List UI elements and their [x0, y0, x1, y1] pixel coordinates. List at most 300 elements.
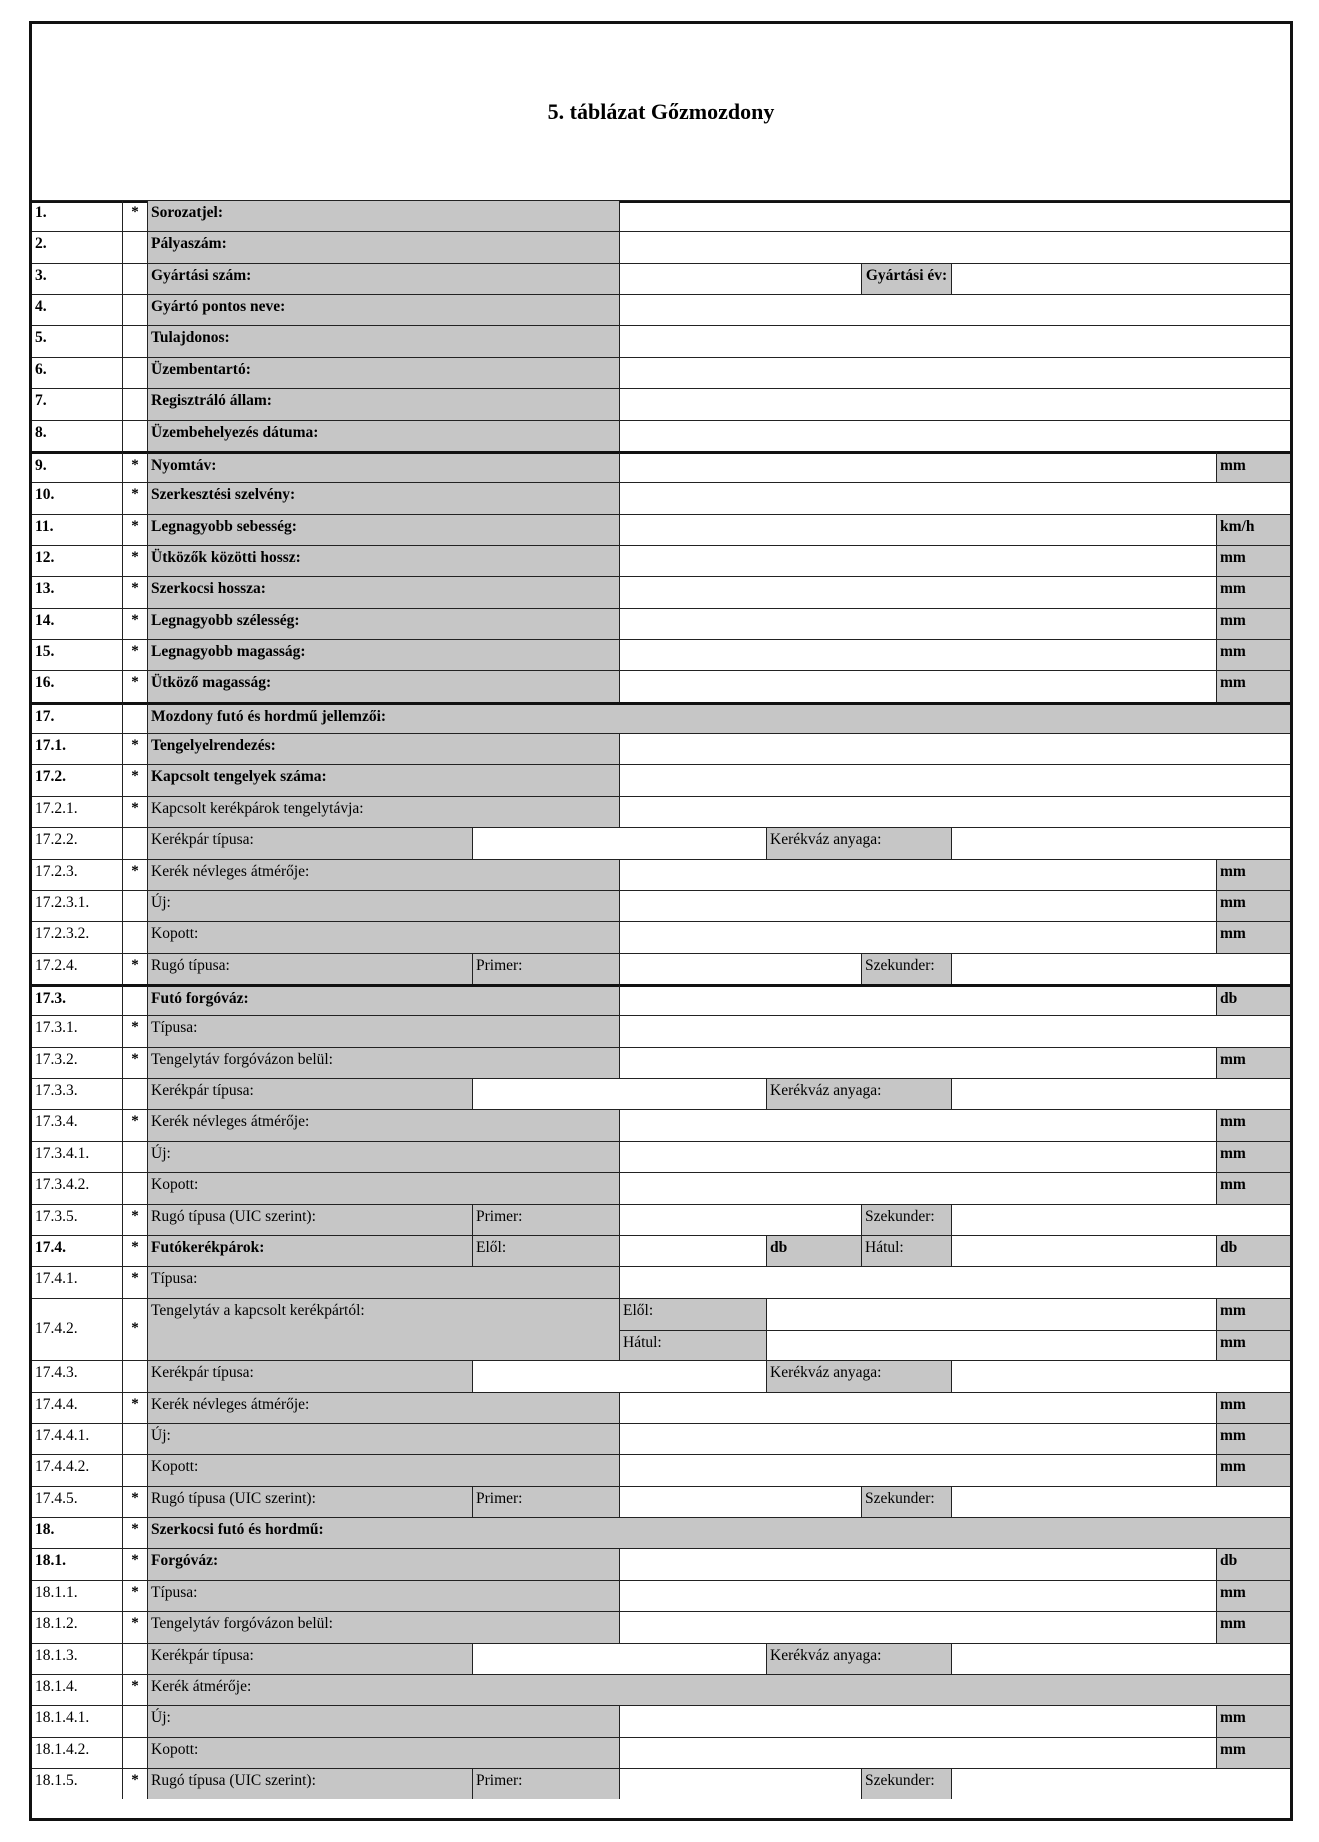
required-marker: *: [122, 1109, 147, 1140]
table-row: [32, 1737, 1290, 1768]
table-row: [32, 670, 1290, 701]
required-marker: *: [122, 1235, 147, 1266]
field-label: Nyomtáv:: [147, 451, 619, 482]
field-value[interactable]: [619, 1611, 1216, 1642]
unit-label: mm: [1216, 1172, 1290, 1203]
table-row: [32, 1486, 1290, 1517]
table-row: [32, 1705, 1290, 1736]
required-marker: *: [122, 576, 147, 607]
sub-values: [766, 1298, 1216, 1361]
row-number: 10.: [32, 482, 122, 513]
field-label: Rugó típusa:: [147, 953, 472, 984]
field-label: Kerékpár típusa:: [147, 827, 472, 858]
required-marker: [122, 1172, 147, 1203]
secondary-value[interactable]: [951, 1204, 1290, 1235]
row-number: 17.3.2.: [32, 1047, 122, 1078]
table-row: [32, 1204, 1290, 1235]
field-value[interactable]: [619, 1266, 1290, 1297]
field-label: Forgóváz:: [147, 1548, 619, 1579]
required-marker: *: [122, 733, 147, 764]
field-label: Szerkocsi hossza:: [147, 576, 619, 607]
field-label: Legnagyobb szélesség:: [147, 608, 619, 639]
unit-label: mm: [1216, 451, 1290, 482]
table-row: [32, 1580, 1290, 1611]
field-value[interactable]: [619, 1141, 1216, 1172]
row-number: 6.: [32, 357, 122, 388]
row-number: 4.: [32, 294, 122, 325]
field-value[interactable]: [619, 859, 1216, 890]
required-marker: [122, 1423, 147, 1454]
unit-label: mm: [1216, 1423, 1290, 1454]
row-number: 17.2.1.: [32, 796, 122, 827]
table-row: [32, 1047, 1290, 1078]
field-label: Gyártási szám:: [147, 263, 619, 294]
secondary-value[interactable]: [951, 1768, 1290, 1799]
field-value[interactable]: [619, 1392, 1216, 1423]
required-marker: *: [122, 1015, 147, 1046]
primary-label: Primer:: [472, 953, 619, 984]
material-label: Kerékváz anyaga:: [766, 1078, 951, 1109]
field-value[interactable]: [619, 1109, 1216, 1140]
field-label: Kopott:: [147, 1172, 619, 1203]
field-value[interactable]: [619, 1548, 1216, 1579]
required-marker: [122, 1454, 147, 1485]
required-marker: *: [122, 1580, 147, 1611]
field-value[interactable]: [619, 451, 1216, 482]
required-marker: [122, 357, 147, 388]
field-label: Típusa:: [147, 1580, 619, 1611]
row-number: 15.: [32, 639, 122, 670]
row-number: 17.1.: [32, 733, 122, 764]
table-row: [32, 1517, 1290, 1548]
row-number: 17.2.3.: [32, 859, 122, 890]
row-number: 17.4.2.: [32, 1298, 122, 1361]
required-marker: [122, 1078, 147, 1109]
required-marker: *: [122, 796, 147, 827]
required-marker: [122, 890, 147, 921]
table-row: [32, 1235, 1290, 1266]
unit-label: mm: [1216, 1705, 1290, 1736]
field-value[interactable]: [619, 576, 1216, 607]
field-value[interactable]: [619, 608, 1216, 639]
required-marker: *: [122, 1674, 147, 1705]
required-marker: *: [122, 859, 147, 890]
table-row: [32, 1768, 1290, 1799]
unit-label: mm: [1216, 545, 1290, 576]
field-label: Gyártó pontos neve:: [147, 294, 619, 325]
material-label: Kerékváz anyaga:: [766, 1643, 951, 1674]
field-value[interactable]: [619, 1454, 1216, 1485]
required-marker: *: [122, 1266, 147, 1297]
table-row: [32, 420, 1290, 451]
field-label: Kerékpár típusa:: [147, 1643, 472, 1674]
required-marker: *: [122, 1517, 147, 1548]
field-label: Legnagyobb magasság:: [147, 639, 619, 670]
table-row: [32, 545, 1290, 576]
field-value[interactable]: [619, 1423, 1216, 1454]
table-row: [32, 702, 1290, 733]
unit-label: mm: [1216, 1141, 1290, 1172]
table-title-box: [32, 24, 1290, 203]
field-value[interactable]: [619, 357, 1290, 388]
required-marker: [122, 231, 147, 262]
field-label: Ütköző magasság:: [147, 670, 619, 701]
row-number: 18.1.1.: [32, 1580, 122, 1611]
field-value[interactable]: [619, 263, 861, 294]
required-marker: [122, 702, 147, 733]
field-label: Kapcsolt kerékpárok tengelytávja:: [147, 796, 619, 827]
required-marker: [122, 1643, 147, 1674]
unit-label: mm: [1216, 1454, 1290, 1485]
row-number: 17.: [32, 702, 122, 733]
row-number: 18.1.2.: [32, 1611, 122, 1642]
primary-value[interactable]: [619, 953, 861, 984]
field-value[interactable]: [619, 325, 1290, 356]
material-value[interactable]: [951, 827, 1290, 858]
row-number: 17.2.2.: [32, 827, 122, 858]
row-number: 17.2.3.2.: [32, 921, 122, 952]
row-number: 13.: [32, 576, 122, 607]
front-label: Elől:: [472, 1235, 619, 1266]
required-marker: [122, 827, 147, 858]
row-number: 18.1.5.: [32, 1768, 122, 1799]
field-value[interactable]: [619, 514, 1216, 545]
table-row: [32, 953, 1290, 984]
field-value[interactable]: [619, 1737, 1216, 1768]
table-row: [32, 608, 1290, 639]
table-row: [32, 451, 1290, 482]
unit-label: mm: [1216, 921, 1290, 952]
table-row: [32, 1109, 1290, 1140]
back-value[interactable]: [767, 1330, 1216, 1360]
front-unit: db: [766, 1235, 861, 1266]
row-number: 17.2.4.: [32, 953, 122, 984]
table-row: [32, 733, 1290, 764]
table-row: [32, 1078, 1290, 1109]
primary-label: Primer:: [472, 1768, 619, 1799]
required-marker: *: [122, 670, 147, 701]
row-number: 17.2.3.1.: [32, 890, 122, 921]
table-row: [32, 921, 1290, 952]
unit-label: db: [1216, 1548, 1290, 1579]
field-value[interactable]: [619, 1172, 1216, 1203]
table-row: [32, 514, 1290, 545]
table-row: [32, 764, 1290, 795]
required-marker: *: [122, 608, 147, 639]
field-label: Tulajdonos:: [147, 325, 619, 356]
row-number: 9.: [32, 451, 122, 482]
table-row: [32, 263, 1290, 294]
row-number: 5.: [32, 325, 122, 356]
field-value[interactable]: [619, 733, 1290, 764]
field-value[interactable]: [619, 1015, 1290, 1046]
wheel-type-value[interactable]: [472, 827, 766, 858]
required-marker: *: [122, 764, 147, 795]
field-label: Kapcsolt tengelyek száma:: [147, 764, 619, 795]
field-value[interactable]: [619, 890, 1216, 921]
field-label: Futó forgóváz:: [147, 984, 619, 1015]
row-number: 8.: [32, 420, 122, 451]
row-number: 17.4.4.1.: [32, 1423, 122, 1454]
row-number: 17.4.5.: [32, 1486, 122, 1517]
field-label: Tengelytáv forgóvázon belül:: [147, 1047, 619, 1078]
required-marker: *: [122, 1548, 147, 1579]
back-label: Hátul:: [620, 1330, 766, 1360]
sub-units: [1216, 1298, 1290, 1361]
row-number: 18.1.4.: [32, 1674, 122, 1705]
row-number: 1.: [32, 200, 122, 231]
unit-label: mm: [1216, 670, 1290, 701]
required-marker: *: [122, 1298, 147, 1361]
unit-label: mm: [1216, 1392, 1290, 1423]
row-number: 17.3.4.1.: [32, 1141, 122, 1172]
required-marker: [122, 1141, 147, 1172]
back-unit: db: [1216, 1235, 1290, 1266]
secondary-value[interactable]: [951, 1486, 1290, 1517]
table-row: [32, 1643, 1290, 1674]
field-label: Típusa:: [147, 1015, 619, 1046]
required-marker: *: [122, 514, 147, 545]
required-marker: *: [122, 545, 147, 576]
field-label: Pályaszám:: [147, 231, 619, 262]
wheel-type-value[interactable]: [472, 1360, 766, 1391]
row-number: 18.1.: [32, 1548, 122, 1579]
row-number: 11.: [32, 514, 122, 545]
required-marker: [122, 420, 147, 451]
row-number: 17.3.: [32, 984, 122, 1015]
table-row: [32, 1392, 1290, 1423]
field-label: Szerkesztési szelvény:: [147, 482, 619, 513]
required-marker: *: [122, 1204, 147, 1235]
field-label: Új:: [147, 1705, 619, 1736]
wheel-type-value[interactable]: [472, 1078, 766, 1109]
unit-label: mm: [1216, 1737, 1290, 1768]
field-value[interactable]: [619, 1580, 1216, 1611]
unit-label: mm: [1216, 890, 1290, 921]
front-label: Elől:: [623, 1301, 654, 1319]
table-row: [32, 1266, 1290, 1297]
table-row: [32, 357, 1290, 388]
field-label: Rugó típusa (UIC szerint):: [147, 1768, 472, 1799]
table-row: [32, 200, 1290, 231]
required-marker: [122, 388, 147, 419]
row-number: 14.: [32, 608, 122, 639]
unit-label: mm: [1216, 1047, 1290, 1078]
required-marker: [122, 921, 147, 952]
field-label: Új:: [147, 890, 619, 921]
required-marker: [122, 984, 147, 1015]
table-row: [32, 482, 1290, 513]
field-value[interactable]: [619, 294, 1290, 325]
section-label: Kerék átmérője:: [147, 1674, 1290, 1705]
table-row: [32, 1298, 1290, 1361]
unit-label: mm: [1216, 1611, 1290, 1642]
secondary-label: Szekunder:: [861, 1204, 951, 1235]
required-marker: *: [122, 200, 147, 231]
year-label: Gyártási év:: [861, 263, 951, 294]
table-row: [32, 294, 1290, 325]
field-value[interactable]: [619, 1047, 1216, 1078]
field-label: Ütközők közötti hossz:: [147, 545, 619, 576]
field-label: Üzembehelyezés dátuma:: [147, 420, 619, 451]
wheel-type-value[interactable]: [472, 1643, 766, 1674]
required-marker: [122, 294, 147, 325]
table-row: [32, 984, 1290, 1015]
field-label: Legnagyobb sebesség:: [147, 514, 619, 545]
table-row: [32, 231, 1290, 262]
primary-value[interactable]: [619, 1768, 861, 1799]
field-value[interactable]: [619, 639, 1216, 670]
table-row: [32, 1548, 1290, 1579]
primary-value[interactable]: [619, 1486, 861, 1517]
required-marker: *: [122, 482, 147, 513]
row-number: 18.1.3.: [32, 1643, 122, 1674]
field-label: Kerék névleges átmérője:: [147, 1392, 619, 1423]
table-row: [32, 827, 1290, 858]
secondary-label: Szekunder:: [861, 1768, 951, 1799]
row-number: 18.1.4.2.: [32, 1737, 122, 1768]
table-title: 5. táblázat Gőzmozdony: [547, 99, 775, 124]
primary-label: Primer:: [472, 1486, 619, 1517]
row-number: 12.: [32, 545, 122, 576]
field-value[interactable]: [619, 670, 1216, 701]
required-marker: [122, 1737, 147, 1768]
field-label: Rugó típusa (UIC szerint):: [147, 1486, 472, 1517]
form-table: [29, 21, 1293, 1821]
field-label: Kerék névleges átmérője:: [147, 859, 619, 890]
table-row: [32, 1172, 1290, 1203]
front-value[interactable]: [767, 1299, 1216, 1331]
row-number: 17.4.1.: [32, 1266, 122, 1297]
required-marker: *: [122, 1486, 147, 1517]
material-label: Kerékváz anyaga:: [766, 827, 951, 858]
table-row: [32, 1454, 1290, 1485]
table-row: [32, 1141, 1290, 1172]
material-value[interactable]: [951, 1360, 1290, 1391]
table-row: [32, 1015, 1290, 1046]
field-value[interactable]: [619, 420, 1290, 451]
required-marker: *: [122, 1611, 147, 1642]
table-row: [32, 1611, 1290, 1642]
row-number: 17.3.5.: [32, 1204, 122, 1235]
material-value[interactable]: [951, 1078, 1290, 1109]
back-unit: mm: [1217, 1330, 1290, 1360]
material-value[interactable]: [951, 1643, 1290, 1674]
year-value[interactable]: [951, 263, 1290, 294]
table-row: [32, 388, 1290, 419]
row-number: 16.: [32, 670, 122, 701]
required-marker: *: [122, 1047, 147, 1078]
back-label: Hátul:: [861, 1235, 951, 1266]
field-label: Sorozatjel:: [147, 200, 619, 231]
field-value[interactable]: [619, 1705, 1216, 1736]
row-number: 2.: [32, 231, 122, 262]
field-value[interactable]: [619, 545, 1216, 576]
field-label: Típusa:: [147, 1266, 619, 1297]
required-marker: *: [122, 1392, 147, 1423]
unit-label: mm: [1216, 608, 1290, 639]
front-unit: mm: [1220, 1301, 1246, 1319]
unit-label: mm: [1216, 639, 1290, 670]
field-label: Tengelytáv forgóvázon belül:: [147, 1611, 619, 1642]
section-label: Szerkocsi futó és hordmű:: [147, 1517, 1290, 1548]
row-number: 7.: [32, 388, 122, 419]
field-value[interactable]: [619, 764, 1290, 795]
secondary-value[interactable]: [951, 953, 1290, 984]
table-row: [32, 576, 1290, 607]
row-number: 17.3.3.: [32, 1078, 122, 1109]
table-row: [32, 796, 1290, 827]
field-value[interactable]: [619, 231, 1290, 262]
field-label: Kerék névleges átmérője:: [147, 1109, 619, 1140]
row-number: 17.3.4.: [32, 1109, 122, 1140]
field-value[interactable]: [619, 796, 1290, 827]
row-number: 17.4.4.: [32, 1392, 122, 1423]
field-label: Kopott:: [147, 921, 619, 952]
required-marker: [122, 1705, 147, 1736]
required-marker: *: [122, 1768, 147, 1799]
field-label: Rugó típusa (UIC szerint):: [147, 1204, 472, 1235]
required-marker: [122, 1360, 147, 1391]
required-marker: *: [122, 639, 147, 670]
secondary-label: Szekunder:: [861, 1486, 951, 1517]
field-label: Tengelytáv a kapcsolt kerékpártól:: [147, 1298, 619, 1361]
primary-value[interactable]: [619, 1204, 861, 1235]
required-marker: [122, 325, 147, 356]
field-label: Üzembentartó:: [147, 357, 619, 388]
unit-label: mm: [1216, 576, 1290, 607]
table-row: [32, 1360, 1290, 1391]
row-number: 17.4.3.: [32, 1360, 122, 1391]
field-label: Új:: [147, 1423, 619, 1454]
field-label: Regisztráló állam:: [147, 388, 619, 419]
required-marker: [122, 263, 147, 294]
field-label: Kerékpár típusa:: [147, 1078, 472, 1109]
front-value[interactable]: [619, 1235, 766, 1266]
table-row: [32, 325, 1290, 356]
secondary-label: Szekunder:: [861, 953, 951, 984]
primary-label: Primer:: [472, 1204, 619, 1235]
field-value[interactable]: [619, 200, 1290, 231]
field-label: Kopott:: [147, 1737, 619, 1768]
field-label: Tengelyelrendezés:: [147, 733, 619, 764]
table-row: [32, 1423, 1290, 1454]
field-label: Kopott:: [147, 1454, 619, 1485]
required-marker: *: [122, 451, 147, 482]
table-row: [32, 639, 1290, 670]
row-number: 17.4.: [32, 1235, 122, 1266]
field-value[interactable]: [619, 984, 1216, 1015]
unit-label: km/h: [1216, 514, 1290, 545]
material-label: Kerékváz anyaga:: [766, 1360, 951, 1391]
row-number: 3.: [32, 263, 122, 294]
field-label: Futókerékpárok:: [147, 1235, 472, 1266]
field-value[interactable]: [619, 482, 1290, 513]
field-value[interactable]: [619, 921, 1216, 952]
field-value[interactable]: [619, 388, 1290, 419]
table-row: [32, 859, 1290, 890]
back-value[interactable]: [951, 1235, 1216, 1266]
sub-labels: [619, 1298, 766, 1361]
row-number: 17.3.4.2.: [32, 1172, 122, 1203]
field-label: Új:: [147, 1141, 619, 1172]
field-label: Kerékpár típusa:: [147, 1360, 472, 1391]
unit-label: mm: [1216, 1109, 1290, 1140]
unit-label: mm: [1216, 1580, 1290, 1611]
table-row: [32, 890, 1290, 921]
unit-label: mm: [1216, 859, 1290, 890]
row-number: 17.3.1.: [32, 1015, 122, 1046]
